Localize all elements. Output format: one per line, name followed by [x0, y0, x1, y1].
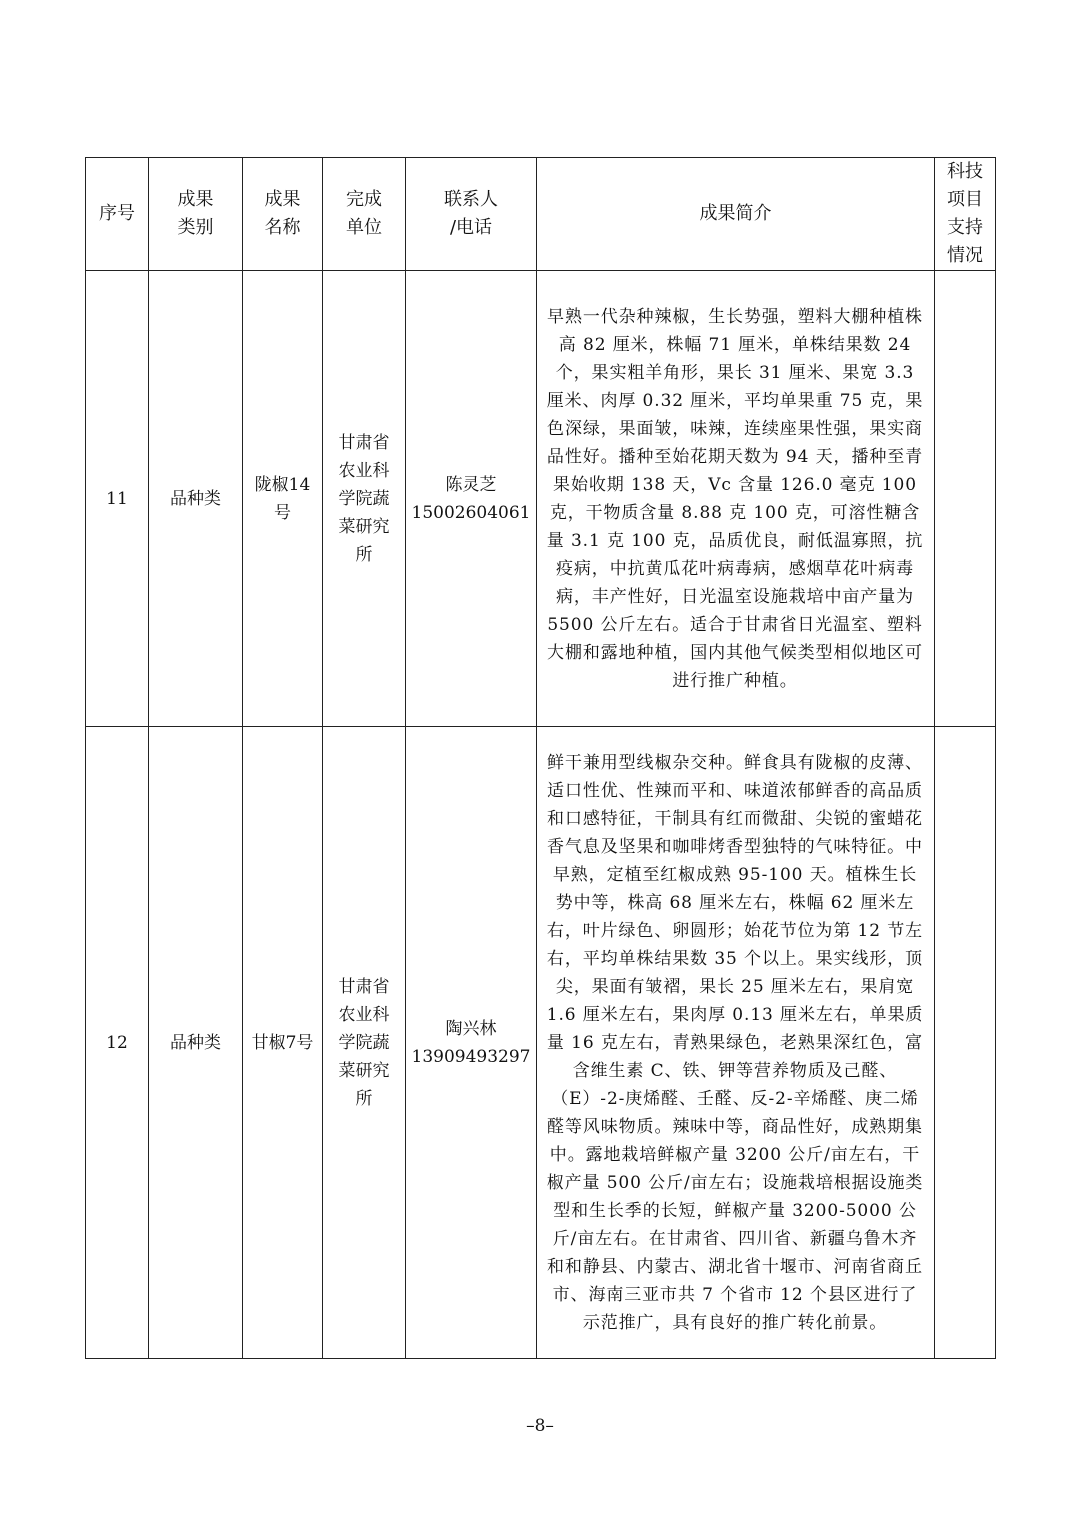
cell-seq: 11	[86, 271, 149, 727]
cell-unit	[323, 271, 406, 727]
header-support	[935, 158, 996, 271]
header-category-line-2: 类别	[177, 217, 214, 238]
header-name-line-2: 名称	[264, 217, 301, 238]
cell-contact	[406, 727, 537, 1359]
cell-name	[243, 271, 323, 727]
header-unit-line-2: 单位	[346, 217, 382, 238]
cell-seq: 12	[86, 727, 149, 1359]
cell-support	[935, 271, 996, 727]
header-name	[243, 158, 323, 271]
cell-unit-text: 甘肃省农业科学院蔬菜研究所	[338, 976, 390, 1109]
cell-contact	[406, 271, 537, 727]
cell-category: 品种类	[149, 271, 243, 727]
header-support-line-3: 支持	[947, 217, 983, 238]
header-contact-line-2: /电话	[449, 217, 493, 238]
header-intro	[537, 158, 935, 271]
header-support-line-1: 科技	[947, 161, 983, 182]
header-category-line-1: 成果	[177, 189, 214, 210]
cell-name	[243, 727, 323, 1359]
cell-support	[935, 727, 996, 1359]
cell-intro: 鲜干兼用型线椒杂交种。鲜食具有陇椒的皮薄、适口性优、性辣而平和、味道浓郁鲜香的高品质和口感特征，干制具有红而微甜、尖锐的蜜蜡花香气息及坚果和咖啡烤香型独特的气味特征。中早熟，定植至红椒成熟 95-100 天。植株生长势中等，株高 68 厘米左右，株幅 62 厘米左右，叶片绿色、卵圆形；始花节位为第 12 节左右，平均单株结果数 35 个以上。果实线形，顶尖，果面有皱褶，果长 25 厘米左右，果肩宽 1.6 厘米左右，果肉厚 0.13 厘米左右，单果质量 16 克左右，青熟果绿色，老熟果深红色，富含维生素 C、铁、钾等营养物质及己醛、（E）-2-庚烯醛、壬醛、反-2-辛烯醛、庚二烯醛等风味物质。辣味中等，商品性好，成熟期集中。露地栽培鲜椒产量 3200 公斤/亩左右，干椒产量 500 公斤/亩左右；设施栽培根据设施类型和生长季的长短，鲜椒产量 3200-5000 公斤/亩左右。在甘肃省、四川省、新疆乌鲁木齐和和静县、内蒙古、湖北省十堰市、河南省商丘市、海南三亚市共 7 个省市 12 个县区进行了示范推广，具有良好的推广转化前景。	[537, 727, 935, 1359]
header-unit-line-1: 完成	[346, 189, 382, 210]
contact-phone: 15002604061	[411, 502, 531, 523]
cell-name-text: 陇椒14号	[254, 474, 311, 523]
cell-category: 品种类	[149, 727, 243, 1359]
header-intro-label: 成果简介	[699, 203, 772, 224]
cell-intro: 早熟一代杂种辣椒，生长势强，塑料大棚种植株高 82 厘米，株幅 71 厘米，单株结果数 24 个，果实粗羊角形，果长 31 厘米、果宽 3.3 厘米、肉厚 0.32 厘米，平均单果重 75 克，果色深绿，果面皱，味辣，连续座果性强，果实商品性好。播种至始花期天数为 94 天，播种至青果始收期 138 天，Vc 含量 126.0 毫克 100 克，干物质含量 8.88 克 100 克，可溶性糖含量 3.1 克 100 克，品质优良，耐低温寡照，抗疫病，中抗黄瓜花叶病毒病，感烟草花叶病毒病，丰产性好，日光温室设施栽培中亩产量为 5500 公斤左右。适合于甘肃省日光温室、塑料大棚和露地种植，国内其他气候类型相似地区可进行推广种植。	[537, 271, 935, 727]
contact-phone: 13909493297	[411, 1046, 531, 1067]
table-header-row	[86, 158, 996, 271]
contact-name: 陶兴林	[445, 1018, 497, 1039]
header-support-line-4: 情况	[947, 245, 983, 266]
cell-name-text: 甘椒7号	[251, 1032, 314, 1053]
header-name-line-1: 成果	[264, 189, 301, 210]
table-row	[86, 271, 996, 727]
header-seq-label: 序号	[99, 203, 135, 224]
cell-unit-text: 甘肃省农业科学院蔬菜研究所	[338, 432, 390, 565]
header-support-line-2: 项目	[947, 189, 983, 210]
page-number: –8–	[526, 1416, 554, 1436]
achievements-table	[85, 157, 996, 1359]
table-row	[86, 727, 996, 1359]
header-category	[149, 158, 243, 271]
header-unit	[323, 158, 406, 271]
header-contact	[406, 158, 537, 271]
cell-unit	[323, 727, 406, 1359]
header-contact-line-1: 联系人	[444, 189, 498, 210]
contact-name: 陈灵芝	[445, 474, 497, 495]
header-seq	[86, 158, 149, 271]
